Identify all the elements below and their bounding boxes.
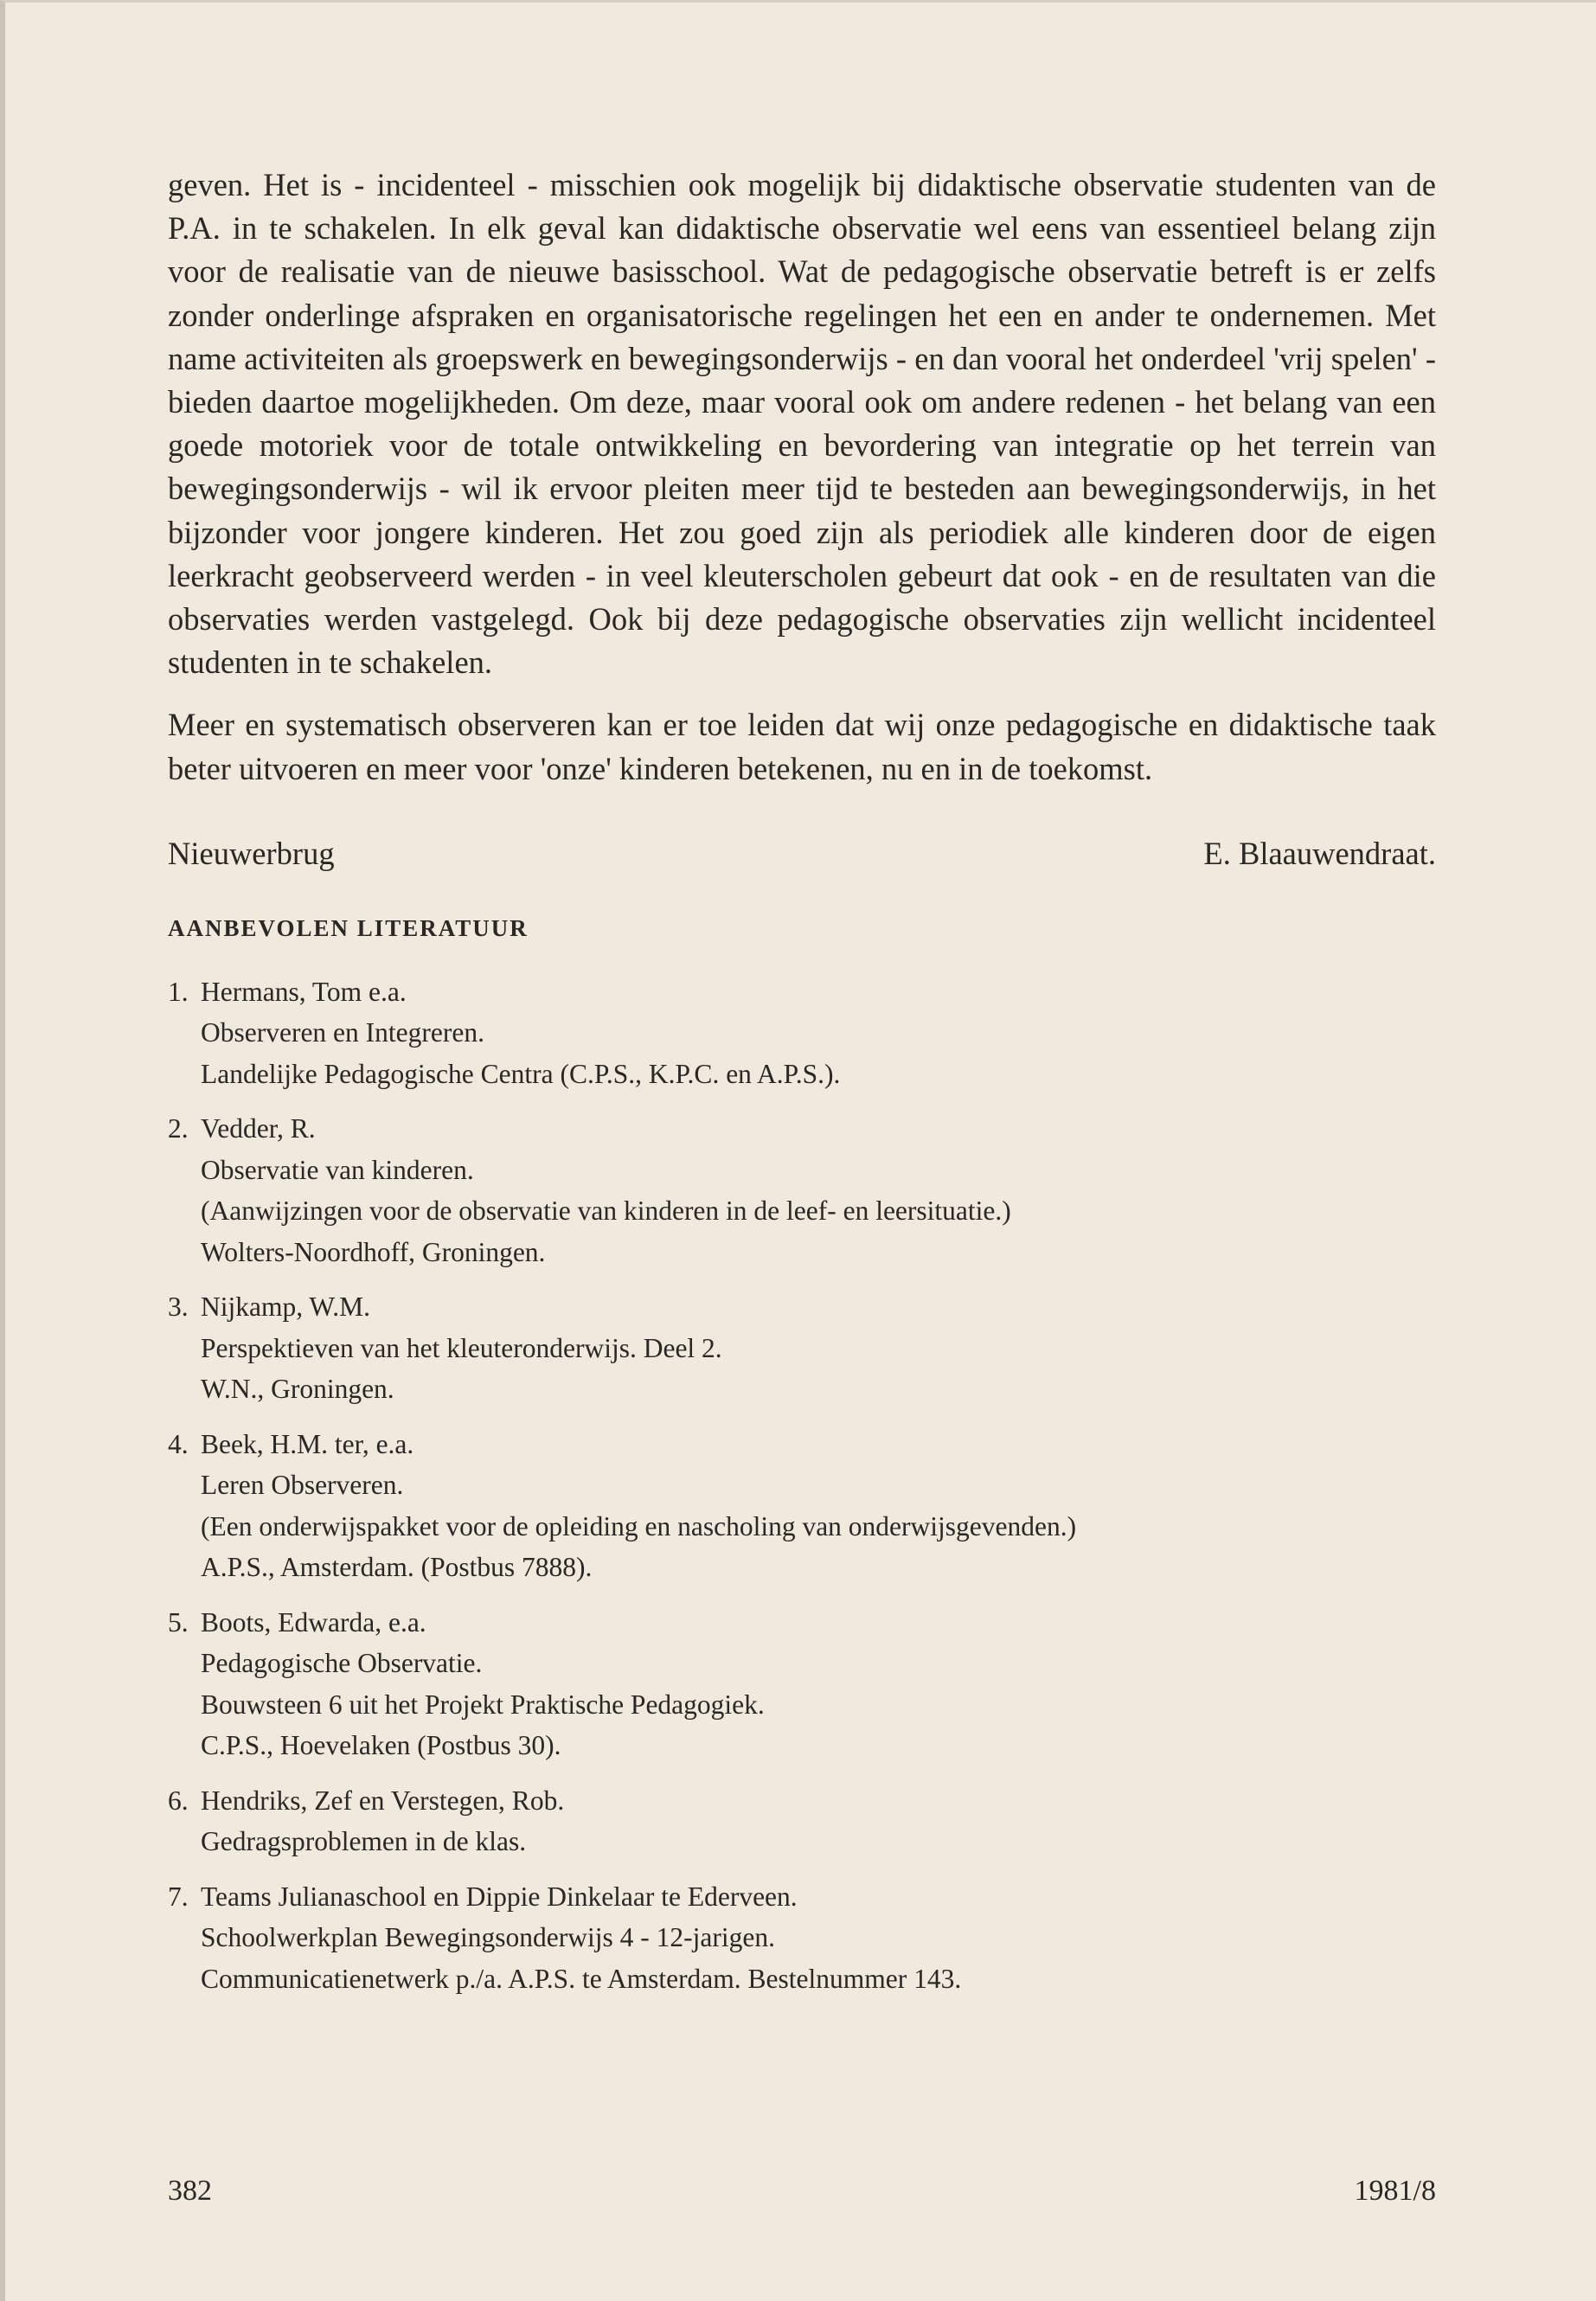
reference-line: Boots, Edwarda, e.a.	[201, 1606, 426, 1638]
reference-body	[201, 1780, 564, 1862]
reference-line: (Een onderwijspakket voor de opleiding en nascholing van onderwijsgevenden.)	[201, 1510, 1077, 1541]
reference-line: A.P.S., Amsterdam. (Postbus 7888).	[201, 1552, 593, 1583]
reference-line: Nijkamp, W.M.	[201, 1292, 371, 1323]
reference-body	[201, 1424, 1076, 1588]
reference-number: 5.	[168, 1606, 189, 1638]
page-content	[168, 163, 1436, 2013]
reference-number: 6.	[168, 1785, 189, 1816]
reference-line: Bouwsteen 6 uit het Projekt Praktische Pedagogiek.	[201, 1689, 765, 1720]
reference-line: Schoolwerkplan Bewegingsonderwijs 4 - 12-jarigen.	[201, 1922, 775, 1953]
literature-list	[168, 971, 1436, 2000]
reference-line: (Aanwijzingen voor de observatie van kinderen in de leef- en leersituatie.)	[201, 1195, 1011, 1227]
page-footer	[168, 2172, 1436, 2210]
reference-item	[168, 1108, 1436, 1272]
reference-line: Leren Observeren.	[201, 1470, 404, 1501]
reference-number: 3.	[168, 1292, 189, 1323]
reference-number: 7.	[168, 1881, 189, 1912]
reference-body	[201, 1876, 961, 2000]
reference-item	[168, 1876, 1436, 2000]
reference-line: C.P.S., Hoevelaken (Postbus 30).	[201, 1730, 561, 1761]
reference-item	[168, 1602, 1436, 1766]
reference-line: Vedder, R.	[201, 1113, 316, 1144]
reference-body	[201, 971, 840, 1095]
reference-item	[168, 1424, 1436, 1588]
literature-heading: AANBEVOLEN LITERATUUR	[168, 914, 529, 941]
issue-number: 1981/8	[1354, 2175, 1436, 2207]
reference-item	[168, 1780, 1436, 1862]
reference-line: Teams Julianaschool en Dippie Dinkelaar te Ederveen.	[201, 1881, 798, 1912]
reference-line: Observatie van kinderen.	[201, 1154, 474, 1185]
signature-line	[168, 832, 1436, 875]
reference-item	[168, 971, 1436, 1095]
reference-line: Hermans, Tom e.a.	[201, 976, 407, 1007]
signature-author: E. Blaauwendraat.	[1203, 835, 1436, 871]
reference-line: W.N., Groningen.	[201, 1374, 394, 1405]
signature-place: Nieuwerbrug	[168, 835, 335, 871]
reference-body	[201, 1602, 765, 1766]
reference-line: Beek, H.M. ter, e.a.	[201, 1428, 414, 1459]
reference-item	[168, 1286, 1436, 1410]
reference-line: Observeren en Integreren.	[201, 1017, 484, 1048]
reference-number: 4.	[168, 1428, 189, 1459]
page-number: 382	[168, 2175, 212, 2207]
body-paragraph-1: geven. Het is - incidenteel - misschien ook mogelijk bij didaktische observatie studenten van de P.A. in te schakelen. In elk geval kan didaktische observatie wel eens van essentieel belang zijn voor de realisatie van de nieuwe basisschool. Wat de pedagogische observatie betreft is er zelfs zonder onderlinge afspraken en organisatorische regelingen het een en ander te ondernemen. Met name activiteiten als groepswerk en bewegingsonderwijs - en dan vooral het onderdeel 'vrij spelen' - bieden daartoe mogelijkheden. Om deze, maar vooral ook om andere redenen - het belang van een goede motoriek voor de totale ontwikkeling en bevordering van integratie op het terrein van bewegingsonderwijs - wil ik ervoor pleiten meer tijd te besteden aan bewegingsonderwijs, in het bijzonder voor jongere kinderen. Het zou goed zijn als periodiek alle kinderen door de eigen leerkracht geobserveerd werden - in veel kleuterscholen gebeurt dat ook - en de resultaten van die observaties werden vastgelegd. Ook bij deze pedagogische observaties zijn wellicht incidenteel studenten in te schakelen.	[168, 167, 1436, 681]
body-paragraph-2: Meer en systematisch observeren kan er toe leiden dat wij onze pedagogische en didaktische taak beter uitvoeren en meer voor 'onze' kinderen betekenen, nu en in de toekomst.	[168, 707, 1436, 786]
reference-line: Hendriks, Zef en Verstegen, Rob.	[201, 1785, 565, 1816]
reference-line: Gedragsproblemen in de klas.	[201, 1826, 527, 1857]
reference-line: Pedagogische Observatie.	[201, 1648, 483, 1679]
reference-body	[201, 1286, 722, 1410]
reference-line: Perspektieven van het kleuteronderwijs. Deel 2.	[201, 1332, 722, 1363]
reference-line: Landelijke Pedagogische Centra (C.P.S., K.P.C. en A.P.S.).	[201, 1058, 841, 1089]
reference-number: 2.	[168, 1113, 189, 1144]
reference-line: Communicatienetwerk p./a. A.P.S. te Amsterdam. Bestelnummer 143.	[201, 1963, 962, 1994]
reference-line: Wolters-Noordhoff, Groningen.	[201, 1236, 546, 1267]
reference-number: 1.	[168, 976, 189, 1007]
reference-body	[201, 1108, 1011, 1272]
